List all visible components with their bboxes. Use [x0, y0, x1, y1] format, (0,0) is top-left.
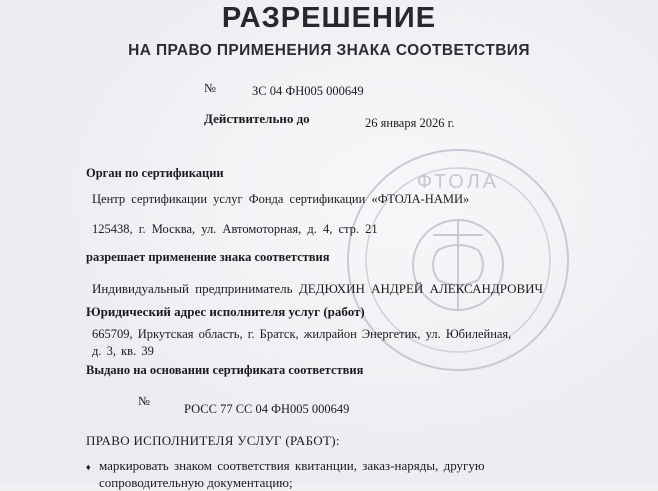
legal-address-line1: 665709, Иркутская область, г. Братск, жилрайон Энергетик, ул. Юбилейная, — [92, 327, 512, 341]
rights-item-line1: маркировать знаком соответствия квитанции, заказ-наряды, другую — [99, 458, 485, 473]
rights-item-line2: сопроводительную документацию; — [99, 475, 293, 490]
cert-body-name: Центр сертификации услуг Фонда сертификации «ФТОЛА-НАМИ» — [92, 192, 470, 206]
number-sign: № — [204, 81, 216, 95]
rights-heading: ПРАВО ИСПОЛНИТЕЛЯ УСЛУГ (РАБОТ): — [86, 433, 340, 448]
document-title: РАЗРЕШЕНИЕ — [221, 2, 437, 34]
emblem-watermark — [338, 140, 578, 380]
certificate-number: РОСС 77 СС 04 ФН005 000649 — [184, 402, 350, 416]
bullet-icon: ♦ — [86, 462, 91, 472]
permit-number: ЗС 04 ФН005 000649 — [252, 84, 364, 98]
certificate-number-sign: № — [138, 394, 150, 408]
issued-basis-label: Выдано на основании сертификата соответствия — [86, 363, 364, 377]
legal-address-line2: д. 3, кв. 39 — [92, 344, 154, 358]
valid-until-label: Действительно до — [204, 111, 310, 126]
watermark-text: ФТОЛА — [416, 171, 500, 193]
valid-until-date: 26 января 2026 г. — [365, 116, 455, 130]
document-subtitle: НА ПРАВО ПРИМЕНЕНИЯ ЗНАКА СООТВЕТСТВИЯ — [128, 42, 530, 59]
cert-body-address: 125438, г. Москва, ул. Автомоторная, д. 4, стр. 21 — [92, 222, 378, 236]
cert-body-label: Орган по сертификации — [86, 166, 224, 180]
entrepreneur-name: Индивидуальный предприниматель ДЕДЮХИН АНДРЕЙ АЛЕКСАНДРОВИЧ — [92, 281, 544, 296]
legal-address-label: Юридический адрес исполнителя услуг (работ) — [86, 304, 365, 319]
permits-label: разрешает применение знака соответствия — [86, 250, 330, 264]
